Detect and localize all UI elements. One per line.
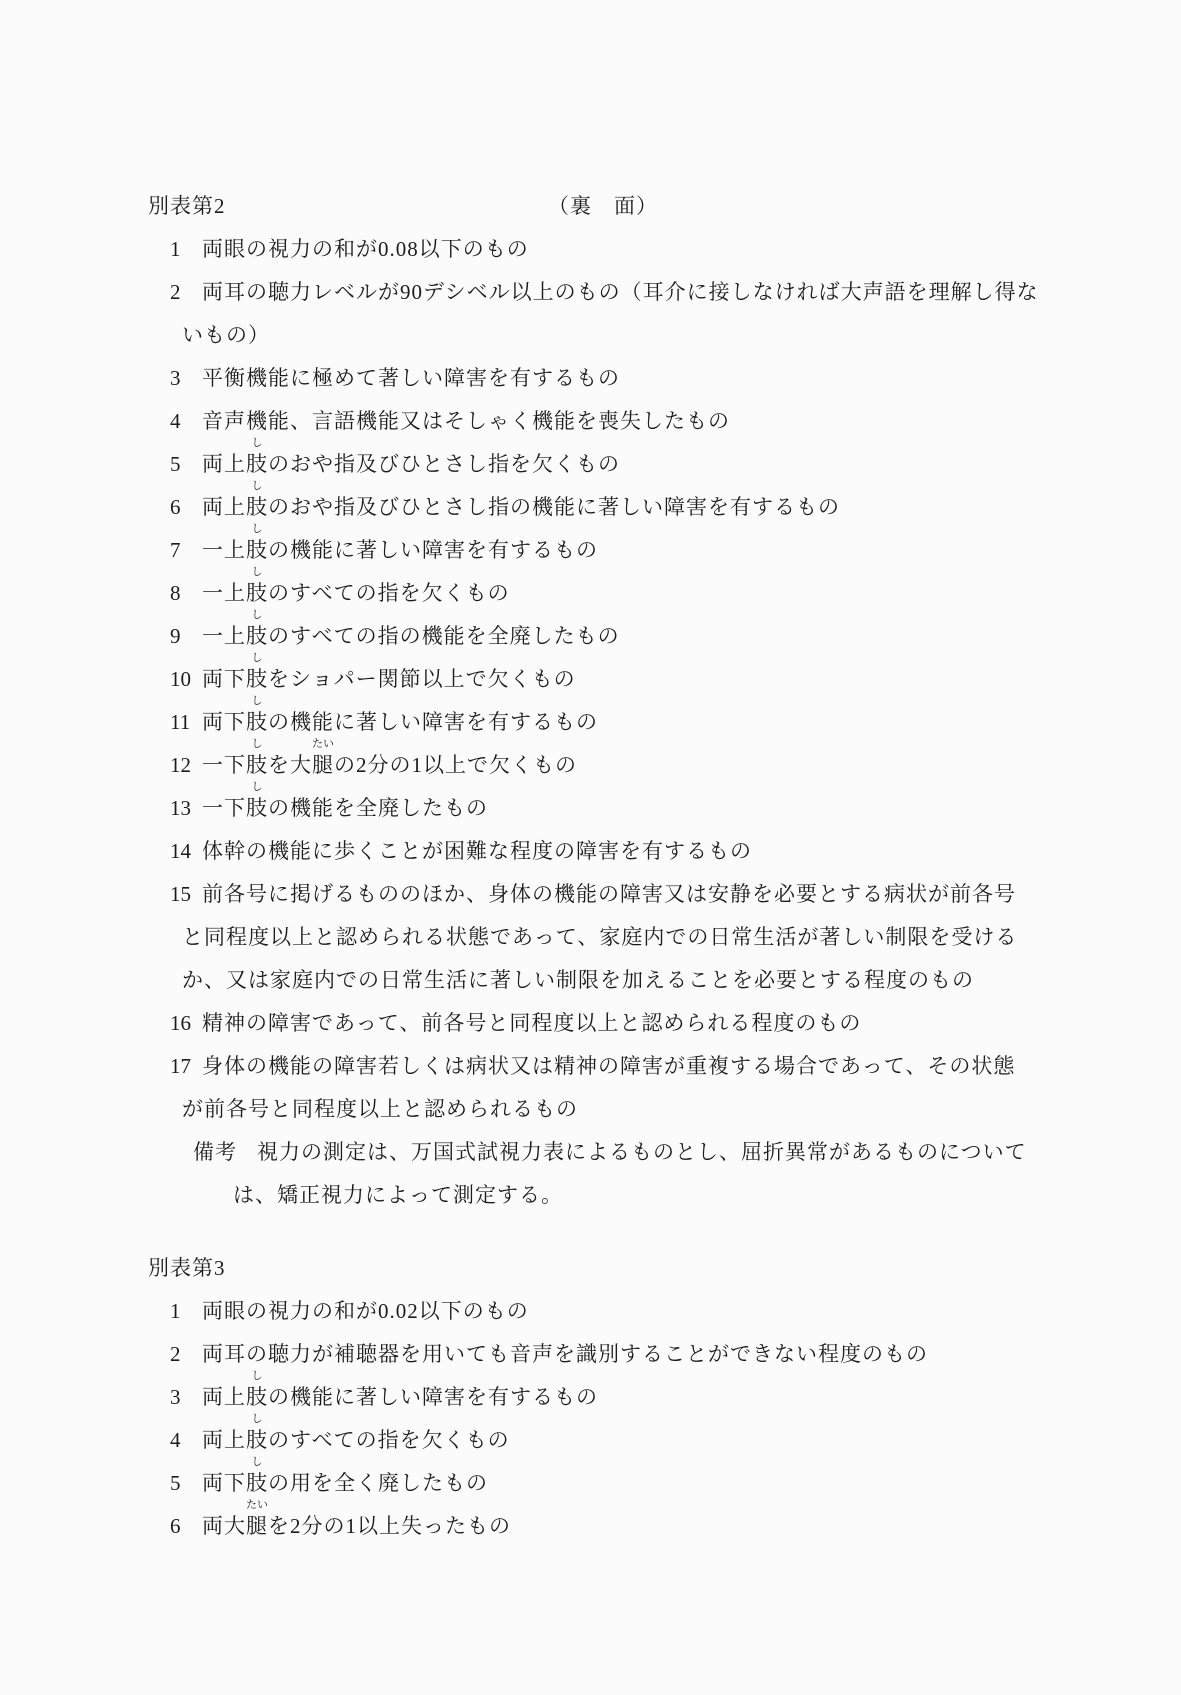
note-text: は、矯正視力によって測定する。: [233, 1183, 563, 1207]
item-text: 前各号に掲げるもののほか、身体の機能の障害又は安静を必要とする病状が前各号: [202, 882, 1016, 906]
item-text: のすべての指を欠くもの: [268, 581, 510, 605]
item-text: のおや指及びひとさし指の機能に著しい障害を有するもの: [268, 495, 840, 519]
item-text: 両上: [202, 452, 246, 476]
list-item: [0, 480, 1181, 529]
item-number: 6: [170, 495, 181, 519]
item-text: の2分の1以上で欠くもの: [334, 753, 577, 777]
section-title: 別表第2: [148, 194, 226, 218]
item-text: 両耳の聴力レベルが90デシベル以上のもの（耳介に接しなければ大声語を理解し得な: [202, 280, 1039, 304]
item-text: の機能を全廃したもの: [268, 796, 488, 820]
item-text: の用を全く廃したもの: [268, 1471, 488, 1495]
item-text: 両下: [202, 710, 246, 734]
item-text: 一下: [202, 796, 246, 820]
item-text: 両上: [202, 1428, 246, 1452]
list-item: [0, 1002, 1181, 1045]
item-text: を2分の1以上失ったもの: [268, 1514, 511, 1538]
note-label: 備考: [193, 1140, 237, 1164]
item-number: 5: [170, 1471, 181, 1495]
note-line: [0, 1174, 1181, 1217]
ruby-text: たい: [312, 738, 334, 750]
ruby-base: 肢 し: [246, 523, 268, 562]
ruby-text: し: [251, 695, 263, 707]
ruby-base: 肢 し: [246, 781, 268, 820]
ruby-base: 肢 し: [246, 695, 268, 734]
item-text: のおや指及びひとさし指を欠くもの: [268, 452, 620, 476]
list-item: [0, 695, 1181, 744]
ruby-text: し: [251, 437, 263, 449]
list-item: [0, 314, 1181, 357]
list-item: [0, 916, 1181, 959]
item-text: 両下: [202, 1471, 246, 1495]
page-header-text: （裏 面）: [548, 194, 658, 218]
item-text: 平衡機能に極めて著しい障害を有するもの: [202, 366, 620, 390]
item-text: 両上: [202, 495, 246, 519]
ruby-text: し: [251, 1413, 263, 1425]
note-text: 視力の測定は、万国式試視力表によるものとし、屈折異常があるものについて: [257, 1140, 1027, 1164]
list-item: [0, 609, 1181, 658]
ruby-text: し: [251, 652, 263, 664]
item-text: 両大: [202, 1514, 246, 1538]
list-item: [0, 873, 1181, 916]
ruby-base: 肢 し: [246, 652, 268, 691]
item-text: 一上: [202, 538, 246, 562]
item-text: 一上: [202, 581, 246, 605]
item-number: 6: [170, 1514, 181, 1538]
list-item: [0, 437, 1181, 486]
item-text: 一上: [202, 624, 246, 648]
ruby-text: し: [251, 1370, 263, 1382]
ruby-text: し: [251, 480, 263, 492]
item-number: 14: [170, 839, 191, 863]
ruby-base: 肢 し: [246, 480, 268, 519]
ruby-base: 腿 たい: [246, 1499, 268, 1538]
list-item: [0, 566, 1181, 615]
item-text: のすべての指の機能を全廃したもの: [268, 624, 620, 648]
item-text: 音声機能、言語機能又はそしゃく機能を喪失したもの: [202, 409, 730, 433]
item-text: 体幹の機能に歩くことが困難な程度の障害を有するもの: [202, 839, 752, 863]
list-item: [0, 1290, 1181, 1333]
item-number: 3: [170, 1385, 181, 1409]
item-text: のすべての指を欠くもの: [268, 1428, 510, 1452]
item-number: 13: [170, 796, 191, 820]
item-number: 5: [170, 452, 181, 476]
note-line: [0, 1131, 1181, 1174]
item-number: 7: [170, 538, 181, 562]
item-text: 両眼の視力の和が0.08以下のもの: [202, 237, 529, 261]
section: [0, 1247, 1181, 1548]
section-title: 別表第3: [148, 1256, 226, 1280]
list-item: [0, 1333, 1181, 1376]
item-text: いもの）: [182, 323, 270, 347]
item-text: が前各号と同程度以上と認められるもの: [182, 1097, 578, 1121]
item-text: か、又は家庭内での日常生活に著しい制限を加えることを必要とする程度のもの: [182, 968, 974, 992]
ruby-base: 肢 し: [246, 609, 268, 648]
item-number: 8: [170, 581, 181, 605]
item-text: 両眼の視力の和が0.02以下のもの: [202, 1299, 529, 1323]
item-text: 一下: [202, 753, 246, 777]
list-item: [0, 1045, 1181, 1088]
ruby-text: し: [251, 523, 263, 535]
item-number: 16: [170, 1011, 191, 1035]
ruby-base: 肢 し: [246, 1456, 268, 1495]
ruby-text: し: [251, 609, 263, 621]
item-text: をショパー関節以上で欠くもの: [268, 667, 576, 691]
item-number: 3: [170, 366, 181, 390]
ruby-text: たい: [246, 1499, 268, 1511]
item-text: 精神の障害であって、前各号と同程度以上と認められる程度のもの: [202, 1011, 862, 1035]
list-item: [0, 1370, 1181, 1419]
section: [0, 185, 1181, 1217]
item-number: 12: [170, 753, 191, 777]
document-body: [0, 185, 1181, 1548]
list-item: [0, 1088, 1181, 1131]
item-number: 9: [170, 624, 181, 648]
ruby-base: 肢 し: [246, 1370, 268, 1409]
ruby-text: し: [251, 1456, 263, 1468]
ruby-base: 肢 し: [246, 566, 268, 605]
ruby-text: し: [251, 566, 263, 578]
ruby-base: 肢 し: [246, 437, 268, 476]
list-item: [0, 738, 1181, 787]
ruby-text: し: [251, 781, 263, 793]
list-item: [0, 1456, 1181, 1505]
item-number: 4: [170, 409, 181, 433]
item-text: の機能に著しい障害を有するもの: [268, 538, 598, 562]
item-text: 両下: [202, 667, 246, 691]
list-item: [0, 1413, 1181, 1462]
list-item: [0, 830, 1181, 873]
list-item: [0, 1499, 1181, 1548]
ruby-text: し: [251, 738, 263, 750]
item-number: 15: [170, 882, 191, 906]
list-item: [0, 357, 1181, 400]
list-item: [0, 400, 1181, 443]
item-number: 1: [170, 1299, 181, 1323]
list-item: [0, 652, 1181, 701]
ruby-base: 肢 し: [246, 738, 268, 777]
item-number: 2: [170, 280, 181, 304]
ruby-base: 腿 たい: [312, 738, 334, 777]
item-number: 4: [170, 1428, 181, 1452]
item-text: と同程度以上と認められる状態であって、家庭内での日常生活が著しい制限を受ける: [182, 925, 1018, 949]
item-text: を大: [268, 753, 312, 777]
item-number: 17: [170, 1054, 191, 1078]
item-number: 10: [170, 667, 191, 691]
item-text: の機能に著しい障害を有するもの: [268, 710, 598, 734]
item-text: 両耳の聴力が補聴器を用いても音声を識別することができない程度のもの: [202, 1342, 928, 1366]
list-item: [0, 781, 1181, 830]
item-number: 11: [170, 710, 191, 734]
item-text: 両上: [202, 1385, 246, 1409]
list-item: [0, 523, 1181, 572]
list-item: [0, 271, 1181, 314]
ruby-base: 肢 し: [246, 1413, 268, 1452]
list-item: [0, 959, 1181, 1002]
item-number: 1: [170, 237, 181, 261]
item-text: の機能に著しい障害を有するもの: [268, 1385, 598, 1409]
item-number: 2: [170, 1342, 181, 1366]
item-text: 身体の機能の障害若しくは病状又は精神の障害が重複する場合であって、その状態: [202, 1054, 1016, 1078]
